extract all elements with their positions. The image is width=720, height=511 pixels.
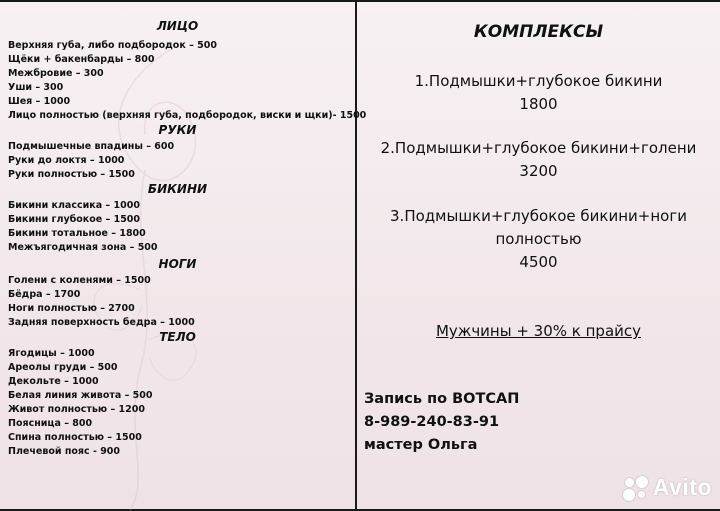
combo-2	[357, 137, 720, 183]
list-item: Плечевой пояс - 900	[8, 446, 121, 457]
list-item: Спина полностью – 1500	[8, 432, 142, 443]
list-item: Ноги полностью – 2700	[8, 303, 135, 314]
list-item: Лицо полностью (верхняя губа, подбородок, виски и щки)- 1500	[8, 110, 367, 121]
list-item: Бикини тотальное – 1800	[8, 228, 146, 239]
list-item: Бикини глубокое – 1500	[8, 214, 141, 225]
legs-price-list	[8, 274, 195, 330]
section-title-body: ТЕЛО	[159, 330, 196, 344]
combo-3	[357, 205, 720, 274]
list-item: Руки полностью – 1500	[8, 169, 135, 180]
combo-1-name: 1.Подмышки+глубокое бикини	[414, 72, 663, 90]
section-title-legs: НОГИ	[158, 257, 197, 271]
men-surcharge-note: Мужчины + 30% к прайсу	[435, 322, 642, 340]
list-item: Поясница – 800	[8, 418, 93, 429]
combo-1	[357, 70, 720, 116]
list-item: Ареолы груди – 500	[8, 362, 118, 373]
booking-label: Запись по ВОТСАП	[364, 391, 520, 407]
list-item: Межбровие – 300	[8, 68, 104, 79]
section-title-face: ЛИЦО	[156, 19, 199, 33]
list-item: Голени с коленями – 1500	[8, 275, 151, 286]
list-item: Ягодицы – 1000	[8, 348, 95, 359]
list-item: Верхняя губа, либо подбородок – 500	[8, 40, 217, 51]
avito-watermark	[622, 474, 712, 501]
combos-title: КОМПЛЕКСЫ	[473, 22, 604, 42]
combos-column	[357, 0, 720, 511]
list-item: Руки до локтя – 1000	[8, 155, 125, 166]
avito-wordmark: Avito	[652, 474, 712, 500]
arms-price-list	[8, 140, 174, 182]
combo-3-name-cont: полностью	[495, 230, 582, 248]
list-item: Шея – 1000	[8, 96, 71, 107]
combo-1-price: 1800	[519, 95, 558, 113]
avito-logo-icon	[622, 475, 648, 501]
list-item: Белая линия живота – 500	[8, 390, 153, 401]
combo-3-name: 3.Подмышки+глубокое бикини+ноги	[390, 207, 687, 225]
list-item: Бикини классика – 1000	[8, 200, 140, 211]
list-item: Межъягодичная зона – 500	[8, 242, 158, 253]
contact-block	[364, 388, 519, 457]
section-title-bikini: БИКИНИ	[147, 182, 208, 196]
face-price-list	[8, 39, 366, 123]
phone-number[interactable]: 8-989-240-83-91	[364, 414, 500, 430]
list-item: Уши – 300	[8, 82, 64, 93]
combo-2-name: 2.Подмышки+глубокое бикини+голени	[380, 139, 697, 157]
body-price-list	[8, 347, 152, 459]
list-item: Щёки + бакенбарды – 800	[8, 54, 155, 65]
master-name: мастер Ольга	[364, 437, 478, 453]
list-item: Декольте – 1000	[8, 376, 99, 387]
section-title-arms: РУКИ	[158, 123, 197, 137]
combo-3-price: 4500	[519, 253, 558, 271]
list-item: Живот полностью – 1200	[8, 404, 145, 415]
list-item: Подмышечные впадины – 600	[8, 141, 175, 152]
list-item: Бёдра – 1700	[8, 289, 81, 300]
combo-2-price: 3200	[519, 162, 558, 180]
bikini-price-list	[8, 199, 158, 255]
list-item: Задняя поверхность бедра – 1000	[8, 317, 195, 328]
